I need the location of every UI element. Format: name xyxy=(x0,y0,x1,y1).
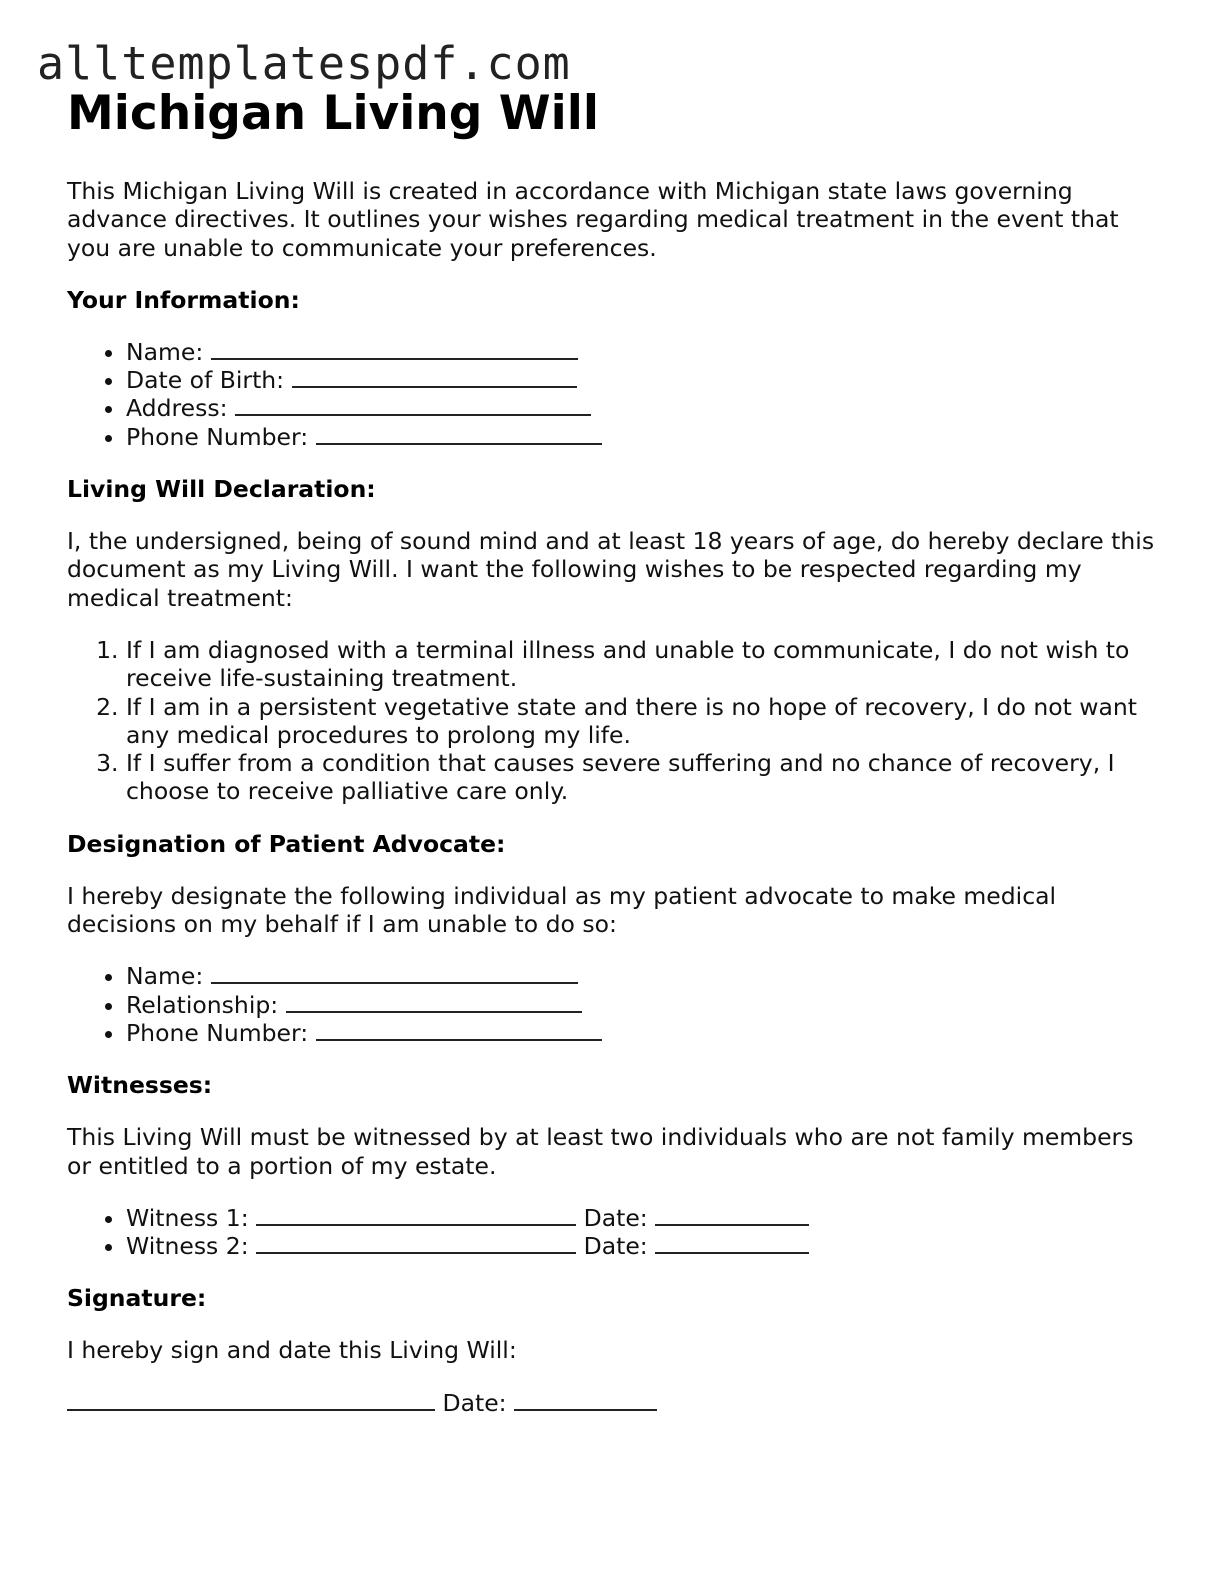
document-body xyxy=(67,86,1157,1417)
witness-2-blank[interactable] xyxy=(256,1232,576,1254)
advocate-phone-blank[interactable] xyxy=(316,1019,602,1041)
your-information-heading: Your Information: xyxy=(67,285,300,314)
witness-2-date-blank[interactable] xyxy=(655,1232,809,1254)
page-title: Michigan Living Will xyxy=(67,86,599,141)
signature-heading: Signature: xyxy=(67,1284,207,1313)
witness-2-field[interactable]: • Witness 2: Date: xyxy=(126,1232,1157,1260)
signature-date-blank[interactable] xyxy=(514,1389,657,1411)
phone-number-field[interactable]: • Phone Number: xyxy=(126,423,1157,451)
date-of-birth-field[interactable]: • Date of Birth: xyxy=(126,366,1157,394)
witnesses-heading: Witnesses: xyxy=(67,1071,213,1100)
declaration-wishes-list xyxy=(67,636,1157,806)
patient-advocate-paragraph: I hereby designate the following individual as my patient advocate to make medical decisions on my behalf if I am unable to do so: xyxy=(67,881,1057,939)
address-field[interactable]: • Address: xyxy=(126,394,1157,422)
advocate-name-blank[interactable] xyxy=(211,962,578,984)
witnesses-list xyxy=(67,1204,1157,1261)
witness-1-date-blank[interactable] xyxy=(655,1204,809,1226)
signature-paragraph: I hereby sign and date this Living Will: xyxy=(67,1336,517,1365)
signature-line[interactable]: Date: xyxy=(67,1389,1157,1417)
signature-blank[interactable] xyxy=(67,1389,435,1411)
advocate-relationship-field[interactable]: • Relationship: xyxy=(126,991,1157,1019)
advocate-relationship-blank[interactable] xyxy=(286,991,582,1013)
name-field[interactable]: • Name: xyxy=(126,338,1157,366)
wish-item: 3. If I suffer from a condition that causes severe suffering and no chance of recovery, I choose to receive palliative care only. xyxy=(126,749,1157,806)
intro-paragraph: This Michigan Living Will is created in accordance with Michigan state laws governing advance directives. It outlines your wishes regarding medical treatment in the event that you are unable to communicate your preferences. xyxy=(67,177,1119,262)
witness-1-field[interactable]: • Witness 1: Date: xyxy=(126,1204,1157,1232)
patient-advocate-list xyxy=(67,962,1157,1047)
patient-advocate-heading: Designation of Patient Advocate: xyxy=(67,829,506,858)
witnesses-paragraph: This Living Will must be witnessed by at least two individuals who are not family members or entitled to a portion of my estate. xyxy=(67,1123,1134,1180)
declaration-paragraph: I, the undersigned, being of sound mind and at least 18 years of age, do hereby declare this document as my Living Will. I want the following wishes to be respected regarding my medical treatment: xyxy=(67,527,1155,612)
your-information-list xyxy=(67,338,1157,451)
advocate-phone-field[interactable]: • Phone Number: xyxy=(126,1019,1157,1047)
phone-number-blank[interactable] xyxy=(316,423,602,445)
name-blank[interactable] xyxy=(211,338,578,360)
address-blank[interactable] xyxy=(235,394,591,416)
declaration-heading: Living Will Declaration: xyxy=(67,475,376,504)
witness-1-blank[interactable] xyxy=(256,1204,576,1226)
date-of-birth-blank[interactable] xyxy=(292,366,577,388)
advocate-name-field[interactable]: • Name: xyxy=(126,962,1157,990)
wish-item: 1. If I am diagnosed with a terminal illness and unable to communicate, I do not wish to receive life-sustaining treatment. xyxy=(126,636,1157,693)
watermark-logo: alltemplatespdf.com xyxy=(37,37,571,90)
wish-item: 2. If I am in a persistent vegetative state and there is no hope of recovery, I do not want any medical procedures to prolong my life. xyxy=(126,693,1157,750)
